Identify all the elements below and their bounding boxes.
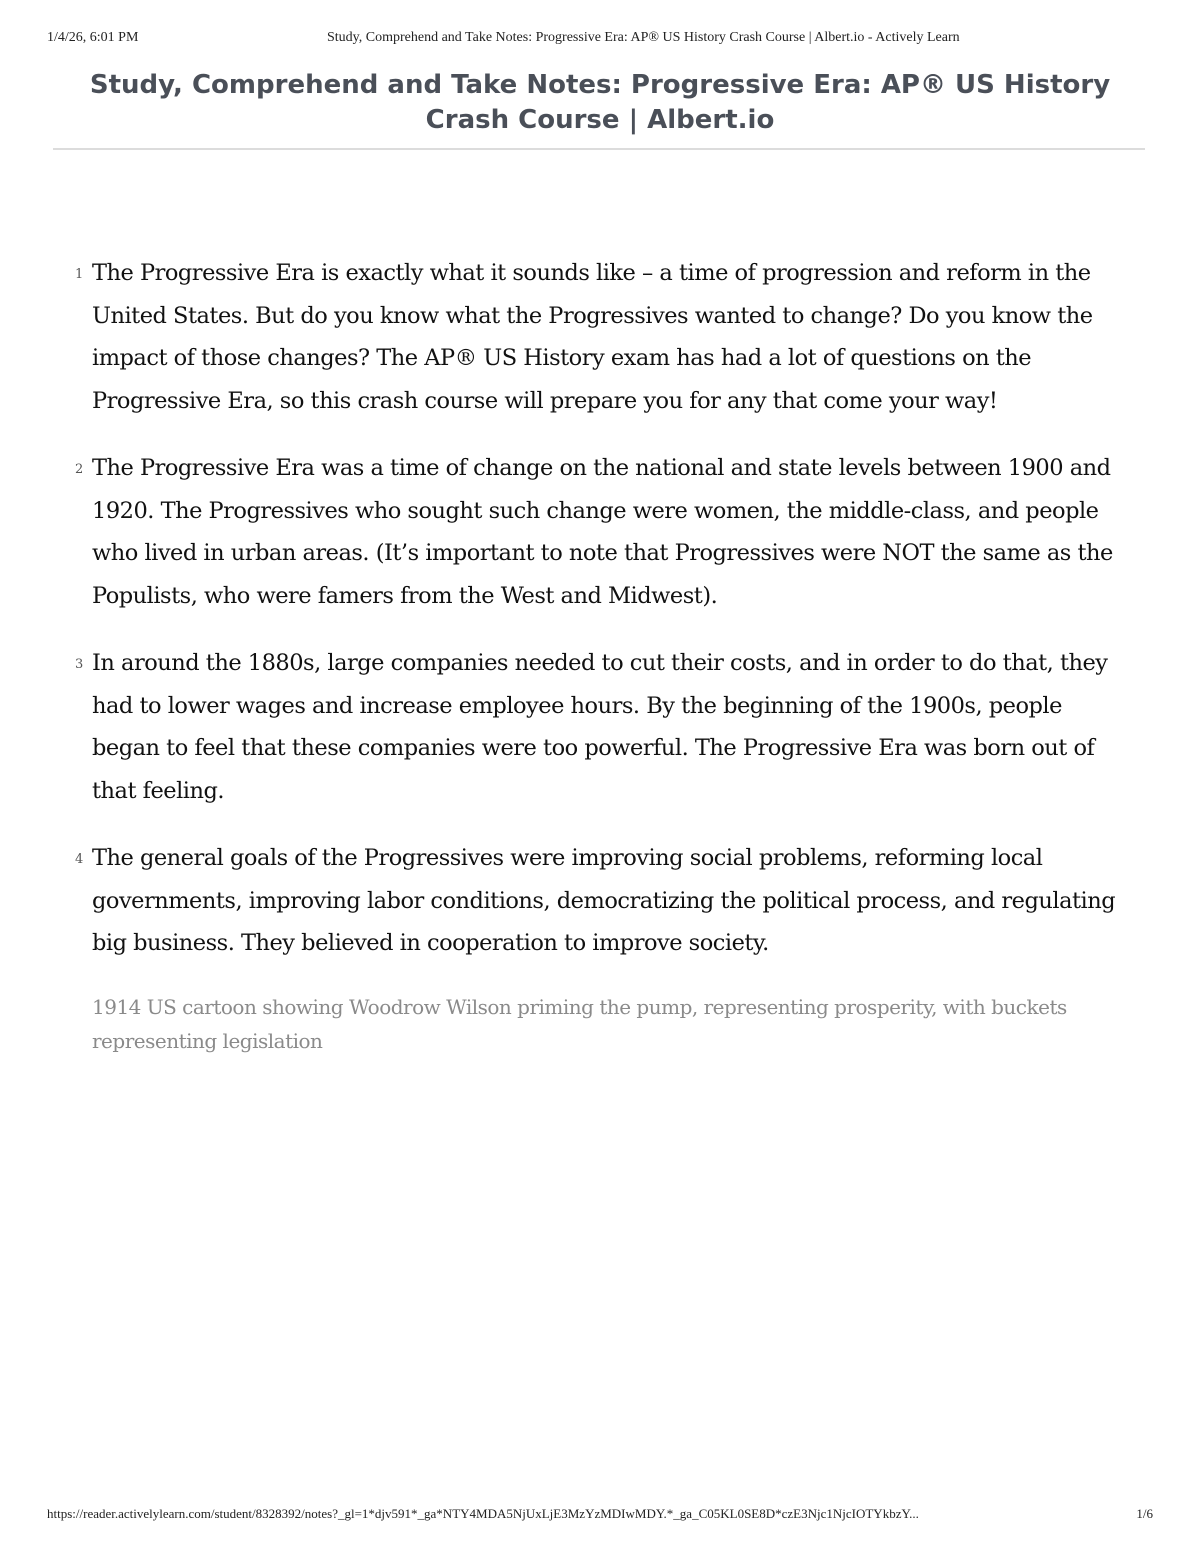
- print-datetime: 1/4/26, 6:01 PM: [47, 30, 139, 45]
- document-title: Study, Comprehend and Take Notes: Progressive Era: AP® US History Crash Course | Albert.io: [89, 70, 1111, 135]
- paragraph-text: The general goals of the Progressives were improving social problems, reforming local governments, improving labor conditions, democratizing the political process, and regulating big business. They believed in cooperation to improve society.: [92, 845, 1116, 956]
- paragraph-3: [72, 642, 1122, 812]
- paragraph-number: 2: [75, 462, 84, 477]
- image-caption: 1914 US cartoon showing Woodrow Wilson priming the pump, representing prosperity, with buckets representing legislation: [92, 994, 1067, 1053]
- page-indicator: 1/6: [1136, 1506, 1153, 1521]
- title-divider: [53, 148, 1145, 150]
- paragraph-1: [72, 252, 1122, 422]
- paragraph-2: [72, 447, 1122, 617]
- paragraph-text: In around the 1880s, large companies needed to cut their costs, and in order to do that, they had to lower wages and increase employee hours. By the beginning of the 1900s, people began to feel that these companies were too powerful. The Progressive Era was born out of that feeling.: [92, 650, 1108, 804]
- print-footer: [47, 1506, 1153, 1524]
- paragraph-text: The Progressive Era was a time of change on the national and state levels between 1900 and 1920. The Progressives who sought such change were women, the middle-class, and people who lived in urban areas. (It’s important to note that Progressives were NOT the same as the Populists, who were famers from the West and Midwest).: [92, 455, 1113, 609]
- paragraph-number: 4: [75, 852, 84, 867]
- paragraph-text: The Progressive Era is exactly what it sounds like – a time of progression and reform in the United States. But do you know what the Progressives wanted to change? Do you know the impact of those changes? The AP® US History exam has had a lot of questions on the Progressive Era, so this crash course will prepare you for any that come your way!: [92, 260, 1093, 414]
- document-content: [72, 252, 1122, 1058]
- print-page-title: Study, Comprehend and Take Notes: Progressive Era: AP® US History Crash Course | Albert.io - Actively Learn: [327, 30, 960, 45]
- paragraph-number: 3: [75, 657, 84, 672]
- print-url: https://reader.activelylearn.com/student/8328392/notes?_gl=1*djv591*_ga*NTY4MDA5NjUxLjE3MzYzMDIwMDY.*_ga_C05KL0SE8D*czE3Njc1NjcIOTYkbzY...: [47, 1506, 919, 1521]
- paragraph-4: [72, 837, 1122, 965]
- print-header: [47, 30, 1153, 50]
- paragraph-number: 1: [75, 267, 84, 282]
